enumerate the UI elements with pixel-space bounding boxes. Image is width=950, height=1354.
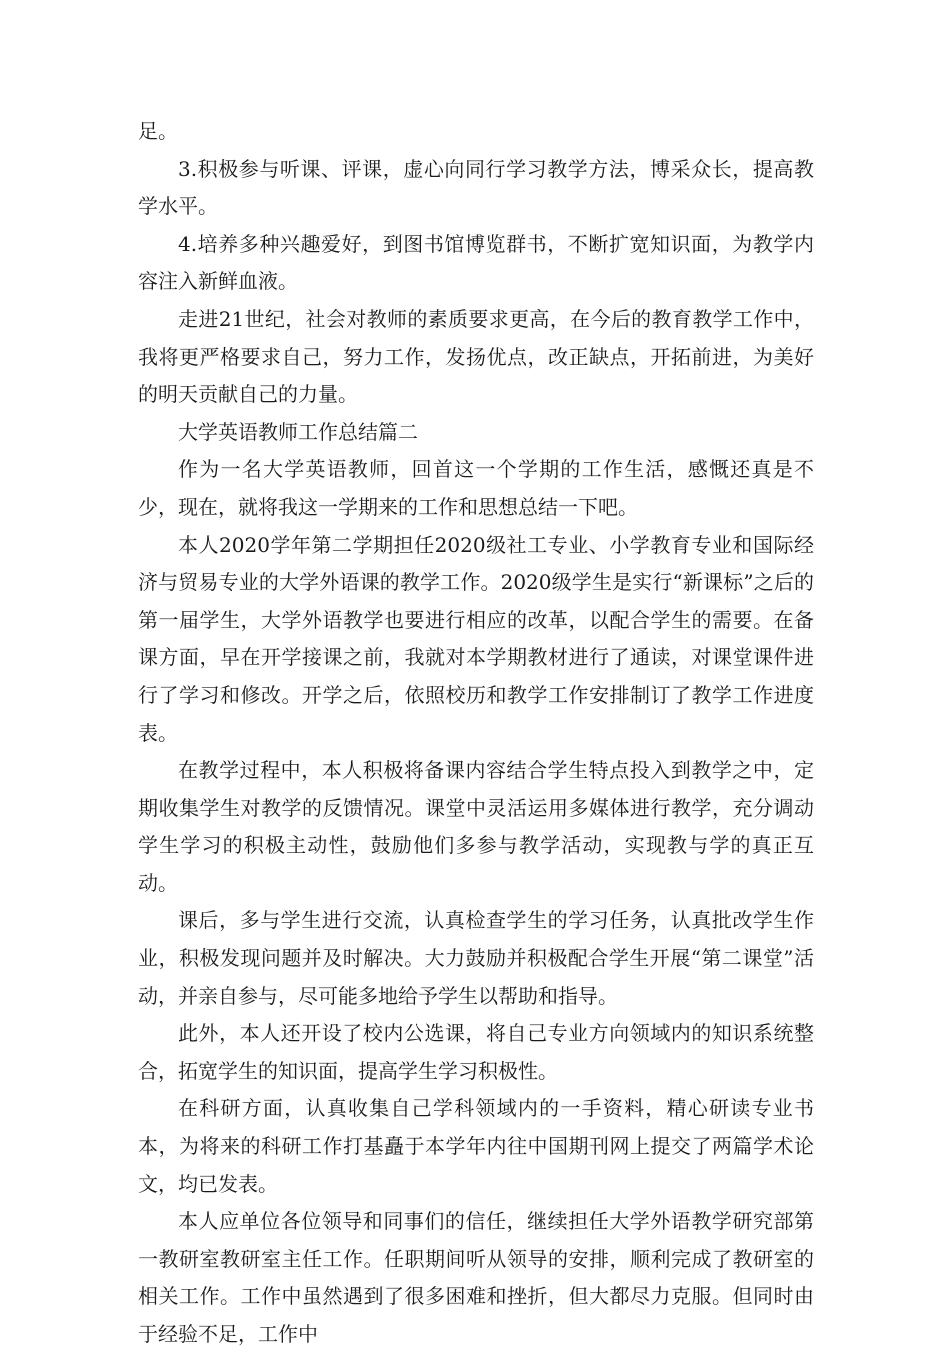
paragraph-list-item-3: 3.积极参与听课、评课，虚心向同行学习教学方法，博采众长，提高教学水平。 xyxy=(138,156,814,219)
paragraph-conclusion: 走进21世纪，社会对教师的素质要求更高，在今后的教育教学工作中，我将更严格要求自己，努力工作，发扬优点，改正缺点，开拓前进，为美好的明天贡献自己的力量。 xyxy=(138,306,814,407)
paragraph-intro: 作为一名大学英语教师，回首这一个学期的工作生活，感慨还真是不少，现在，就将我这一学期来的工作和思想总结一下吧。 xyxy=(138,457,814,519)
paragraph-teaching-process: 在教学过程中，本人积极将备课内容结合学生特点投入到教学之中，定期收集学生对教学的反馈情况。课堂中灵活运用多媒体进行教学，充分调动学生学习的积极主动性，鼓励他们多参与教学活动，实现教与学的真正互动。 xyxy=(138,758,814,895)
paragraph-continued: 足。 xyxy=(138,119,178,143)
paragraph-after-class: 课后，多与学生进行交流，认真检查学生的学习任务，认真批改学生作业，积极发现问题并及时解决。大力鼓励并积极配合学生开展“第二课堂”活动，并亲自参与，尽可能多地给予学生以帮助和指导。 xyxy=(138,908,814,1008)
paragraph-research: 在科研方面，认真收集自己学科领域内的一手资料，精心研读专业书本，为将来的科研工作打基矗于本学年内往中国期刊网上提交了两篇学术论文，均已发表。 xyxy=(138,1096,814,1196)
paragraph-teaching-duties: 本人2020学年第二学期担任2020级社工专业、小学教育专业和国际经济与贸易专业的大学外语课的教学工作。2020级学生是实行“新课标”之后的第一届学生，大学外语教学也要进行相应的改革，以配合学生的需要。在备课方面，早在开学接课之前，我就对本学期教材进行了通读，对课堂课件进行了学习和修改。开学之后，依照校历和教学工作安排制订了教学工作进度表。 xyxy=(138,532,814,745)
paragraph-list-item-4: 4.培养多种兴趣爱好，到图书馆博览群书，不断扩宽知识面，为教学内容注入新鲜血液。 xyxy=(138,231,814,294)
paragraph-office-duties: 本人应单位各位领导和同事们的信任，继续担任大学外语教学研究部第一教研室教研室主任工作。任职期间听从领导的安排，顺利完成了教研室的相关工作。工作中虽然遇到了很多困难和挫折，但大都尽力克服。但同时由于经验不足，工作中 xyxy=(138,1209,814,1346)
section-heading: 大学英语教师工作总结篇二 xyxy=(178,419,418,444)
document-body xyxy=(138,113,814,1354)
paragraph-elective-course: 此外，本人还开设了校内公选课，将自己专业方向领域内的知识系统整合，拓宽学生的知识面，提高学生学习积极性。 xyxy=(138,1021,814,1083)
